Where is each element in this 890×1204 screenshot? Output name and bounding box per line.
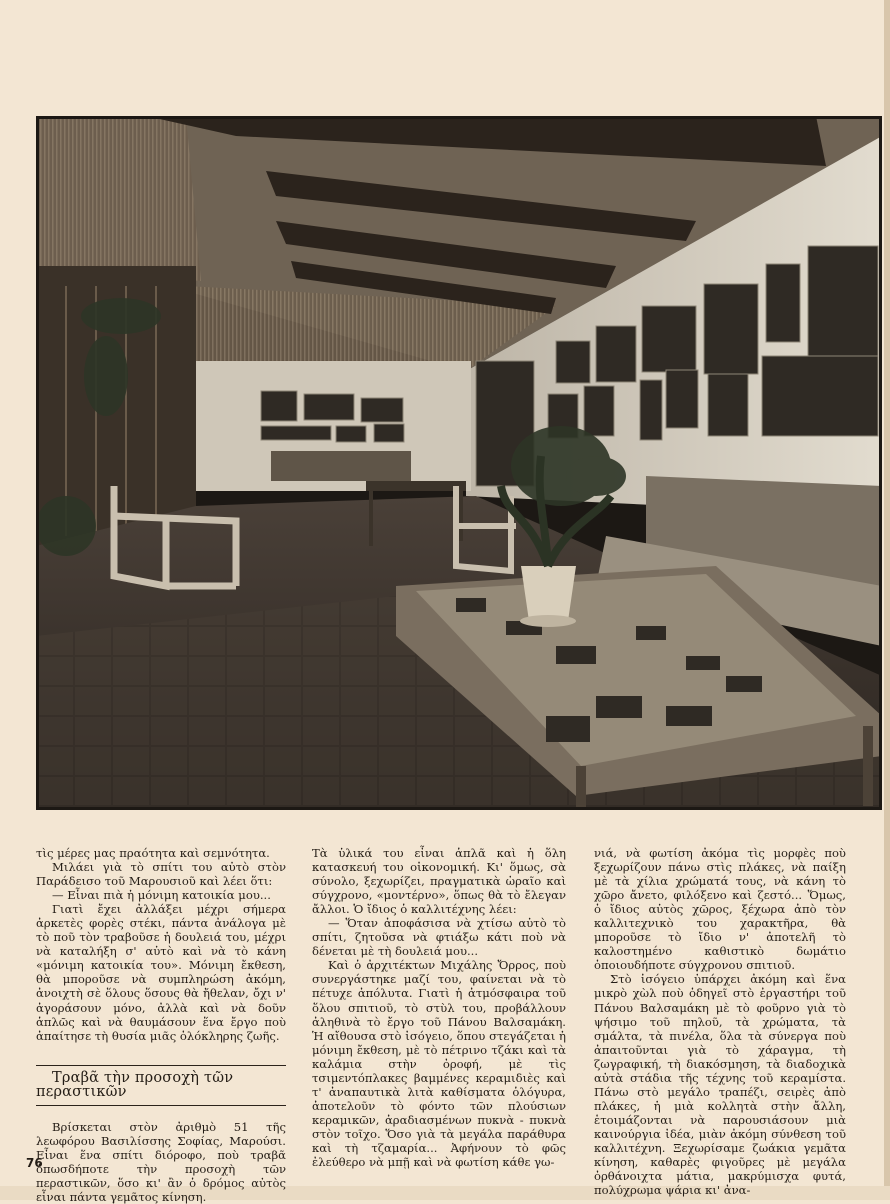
text-column-1 <box>36 846 286 1204</box>
interior-photograph <box>36 116 882 810</box>
photo-illustration <box>36 116 882 810</box>
paragraph: Βρίσκεται στὸν ἀριθμὸ 51 τῆς λεωφόρου Βασιλίσσης Σοφίας, Μαρούσι. Εἶναι ἕνα σπίτι διόροφο, ποὺ τραβᾶ ὁπωσδήποτε τὴν προσοχὴ τῶν περαστικῶν, ὅσο κι' ἂν ὁ δρόμος αὐτὸς εἶναι πάντα γεμᾶτος κίνηση. <box>36 1119 286 1204</box>
paragraph: Καὶ ὁ ἀρχιτέκτων Μιχάλης Ὄρρος, ποὺ συνεργάστηκε μαζί του, φαίνεται νὰ τὸ πέτυχε ἀπόλυτα. Γιατὶ ἡ ἀτμόσφαιρα τοῦ ὅλου σπιτιοῦ, τὸ στὺλ του, προβάλλουν ἀληθινὰ τὸ ἔργο τοῦ Πάνου Βαλσαμάκη. Ἡ αἴθουσα στὸ ἰσόγειο, ὅπου στεγάζεται ἡ μόνιμη ἔκθεση, μὲ τὸ πέτρινο τζάκι καὶ τὰ καλάμια στὴν ὀροφή, μὲ τὶς τσιμεντόπλακες βαμμένες κεραμιδιὲς καὶ τ' ἀναπαυτικὰ λιτὰ καθίσματα ὁλόγυρα, ἀποτελοῦν τὸ φόντο τῶν πλούσιων κεραμικῶν, ἀραδιασμένων πυκνὰ - πυκνὰ στὸν τοῖχο. Ὅσο γιὰ τὰ μεγάλα παράθυρα καὶ τὴ τζαμαρία... Ἀφήνουν τὸ φῶς ἐλεύθερο νὰ μπῇ καὶ νὰ φωτίση κάθε γω- <box>312 958 566 1170</box>
paragraph: Στὸ ἰσόγειο ὑπάρχει ἀκόμη καὶ ἕνα μικρὸ χὼλ ποὺ ὁδηγεῖ στὸ ἐργαστήρι τοῦ Πάνου Βαλσαμάκη μὲ τὸ φοῦρνο γιὰ τὸ ψήσιμο τοῦ πηλοῦ, τὰ χρώματα, τὰ σμάλτα, τὰ πινέλα, ὅλα τὰ σύνεργα ποὺ ἀπαιτοῦνται γιὰ τὸ χάραγμα, τὴ ζωγραφική, τὴ διακόσμηση, τὰ διαδοχικὰ αὐτὰ στάδια τῆς τέχνης τοῦ κεραμίστα. Πάνω στὸ μεγάλο τραπέζι, σειρὲς ἀπὸ πλάκες, ἡ μιὰ κολλητὰ στὴν ἄλλη, ἑτοιμάζονται νὰ παρουσιάσουν μιὰ καινούργια ἰδέα, μιὰν ἀκόμη σύνθεση τοῦ καλλιτέχνη. Ξεχωρίσαμε ζωάκια γεμᾶτα κίνηση, καθαρὲς φιγοῦρες μὲ μεγάλα ὀρθάνοιχτα μάτια, μακρύμισχα φυτά, πολύχρωμα ψάρια κι' ἀνα- <box>594 972 846 1198</box>
subheading-rule <box>36 1065 286 1106</box>
page-number: 76 <box>26 1156 43 1170</box>
paragraph: — Ὅταν ἀποφάσισα νὰ χτίσω αὐτὸ τὸ σπίτι, ζητοῦσα νὰ φτιάξω κάτι ποὺ νὰ δένεται μὲ τὴ δουλειά μου... <box>312 916 566 959</box>
paragraph: Γιατὶ ἔχει ἀλλάξει μέχρι σήμερα ἀρκετὲς φορὲς στέκι, πάντα ἀνάλογα μὲ τὸ ποῦ τὸν τραβοῦσε ἡ δουλειά του, μέχρι νὰ καταλήξη σ' αὐτὸ καὶ νὰ τὸ κάνη «μόνιμη κατοικία του». Μόνιμη ἔκθεση, θὰ μποροῦσε νὰ συμπληρώση ἀκόμη, ἀνοιχτὴ σὲ ὅλους ὅσους θὰ ἤθελαν, ὄχι ν' ἀγοράσουν μόνο, ἀλλὰ καὶ νὰ δοῦν ἁπλῶς καὶ νὰ θαυμάσουν ἕνα ἔργο ποὺ ἀπαίτησε τὴ θυσία μιᾶς ὁλόκληρης ζωῆς. <box>36 902 286 1043</box>
subheading: Τραβᾶ τὴν προσοχὴ τῶν περαστικῶν <box>36 1069 234 1100</box>
paragraph: νιά, νὰ φωτίση ἀκόμα τὶς μορφὲς ποὺ ξεχωρίζουν πάνω στὶς πλάκες, νὰ παίξη μὲ τὰ χίλια χρώματά τους, νὰ κάνη τὸ χῶρο ἄνετο, φιλόξενο καὶ ζεστό... Ὅμως, ὁ ἴδιος αὐτὸς χῶρος, ξέχωρα ἀπὸ τὸν καλλιτεχνικὸ του χαρακτῆρα, θὰ μποροῦσε τὸ ἴδιο ν' ἀποτελῆ τὸ καλοστημένο καθιστικὸ δωμάτιο ὁποιουδήποτε σύγχρονου σπιτιοῦ. <box>594 846 846 973</box>
basket <box>521 566 576 621</box>
paragraph: τὶς μέρες μας πραότητα καὶ σεμνότητα. <box>36 846 270 860</box>
paragraph: Τὰ ὑλικά του εἶναι ἁπλᾶ καὶ ἡ ὅλη κατασκευή του οἰκονομική. Κι' ὅμως, σὰ σύνολο, ξεχωρίζει, πραγματικὰ ὡραῖο καὶ σύγχρονο, «μοντέρνο», ὅπως θὰ τὸ ἔλεγαν ἄλλοι. Ὁ ἴδιος ὁ καλλιτέχνης λέει: <box>312 846 566 917</box>
text-column-3 <box>594 846 846 1197</box>
paragraph: Μιλάει γιὰ τὸ σπίτι του αὐτὸ στὸν Παράδεισο τοῦ Μαρουσιοῦ καὶ λέει ὅτι: <box>36 860 286 889</box>
paragraph: — Εἶναι πιὰ ἡ μόνιμη κατοικία μου... <box>52 888 271 903</box>
text-column-2 <box>312 846 566 1169</box>
page-edge <box>884 0 890 1200</box>
